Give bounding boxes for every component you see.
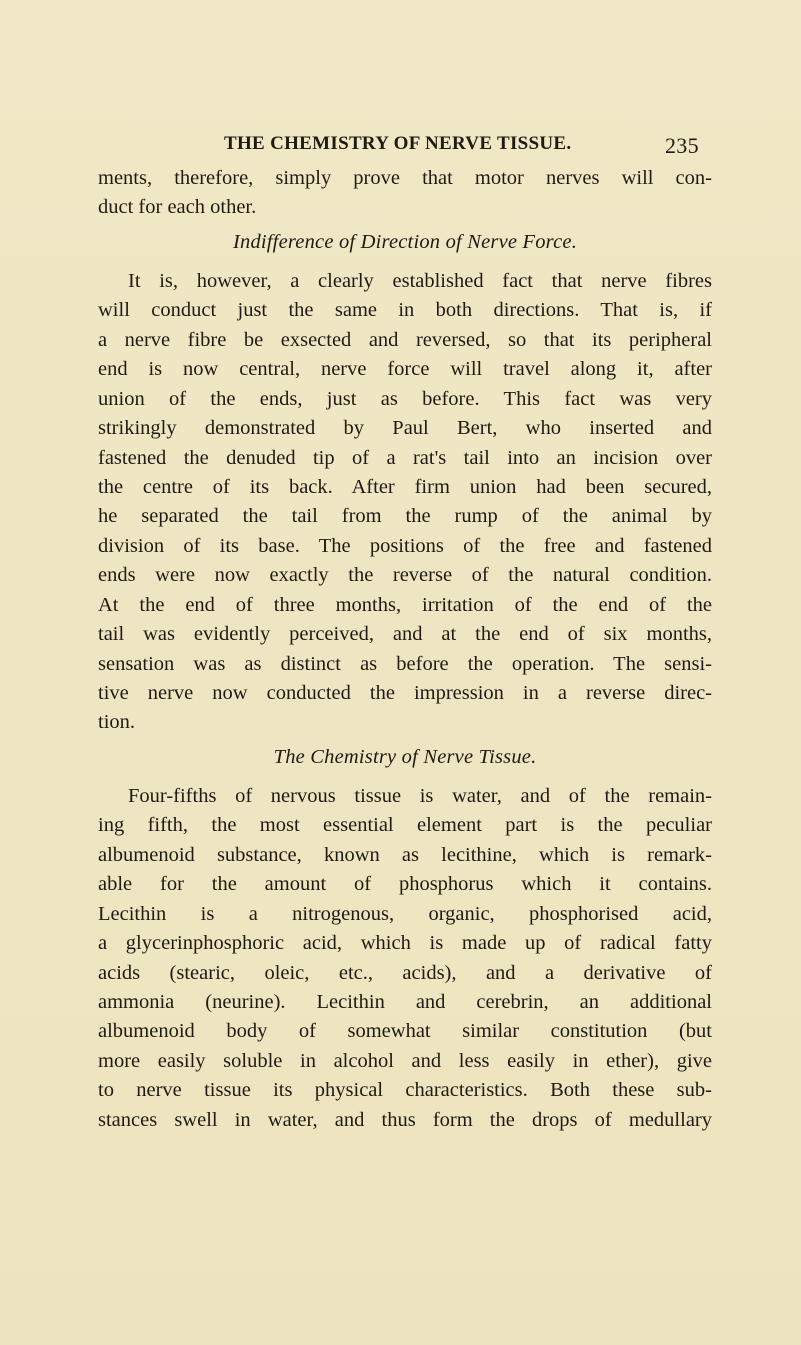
- text-line: tail was evidently perceived, and at the end of six months,: [98, 623, 712, 646]
- page-number: 235: [665, 133, 699, 158]
- text-line: At the end of three months, irritation of the end of the: [98, 593, 712, 616]
- text-line: ammonia (neurine). Lecithin and cerebrin, an additional: [98, 990, 712, 1013]
- body-text: [98, 164, 712, 1135]
- paragraph-chemistry: [98, 782, 712, 1135]
- text-line: division of its base. The positions of the free and fastened: [98, 534, 712, 557]
- paragraph-continuation: [98, 164, 712, 223]
- text-line: more easily soluble in alcohol and less easily in ether), give: [98, 1049, 712, 1072]
- text-line: It is, however, a clearly established fact that nerve fibres: [128, 269, 712, 292]
- running-head-title: THE CHEMISTRY OF NERVE TISSUE.: [224, 133, 572, 154]
- text-line: to nerve tissue its physical characteristics. Both these sub-: [98, 1079, 712, 1102]
- text-line: albumenoid substance, known as lecithine, which is remark-: [98, 843, 712, 866]
- paragraph-indifference: [98, 267, 712, 738]
- text-line: tion.: [98, 711, 136, 734]
- text-line: albumenoid body of somewhat similar constitution (but: [98, 1020, 712, 1043]
- text-line: duct for each other.: [98, 196, 257, 219]
- text-line: sensation was as distinct as before the operation. The sensi-: [98, 652, 712, 675]
- text-line: acids (stearic, oleic, etc., acids), and a derivative of: [98, 961, 712, 984]
- text-line: Lecithin is a nitrogenous, organic, phosphorised acid,: [98, 902, 712, 925]
- text-line: stances swell in water, and thus form the drops of medullary: [98, 1108, 712, 1131]
- text-line: ments, therefore, simply prove that motor nerves will con-: [98, 167, 712, 189]
- text-line: Four-fifths of nervous tissue is water, and of the remain-: [128, 784, 712, 807]
- text-line: ing fifth, the most essential element part is the peculiar: [98, 814, 712, 837]
- text-line: the centre of its back. After firm union had been secured,: [98, 475, 712, 498]
- text-line: a glycerinphosphoric acid, which is made up of radical fatty: [98, 932, 712, 955]
- running-head: [224, 133, 801, 161]
- text-line: end is now central, nerve force will travel along it, after: [98, 358, 712, 381]
- text-line: able for the amount of phosphorus which it contains.: [98, 873, 712, 896]
- section-heading-indifference: Indifference of Direction of Nerve Force.: [232, 230, 578, 253]
- text-line: tive nerve now conducted the impression in a reverse direc-: [98, 682, 712, 704]
- text-line: strikingly demonstrated by Paul Bert, who inserted and: [98, 417, 712, 440]
- text-line: ends were now exactly the reverse of the natural condition.: [98, 564, 712, 587]
- text-line: a nerve fibre be exsected and reversed, so that its peripheral: [98, 328, 712, 351]
- text-line: union of the ends, just as before. This fact was very: [98, 387, 712, 410]
- text-line: will conduct just the same in both directions. That is, if: [98, 299, 712, 322]
- section-heading-chemistry: The Chemistry of Nerve Tissue.: [273, 745, 537, 768]
- text-line: he separated the tail from the rump of the animal by: [98, 505, 712, 528]
- text-line: fastened the denuded tip of a rat's tail into an incision over: [98, 446, 712, 469]
